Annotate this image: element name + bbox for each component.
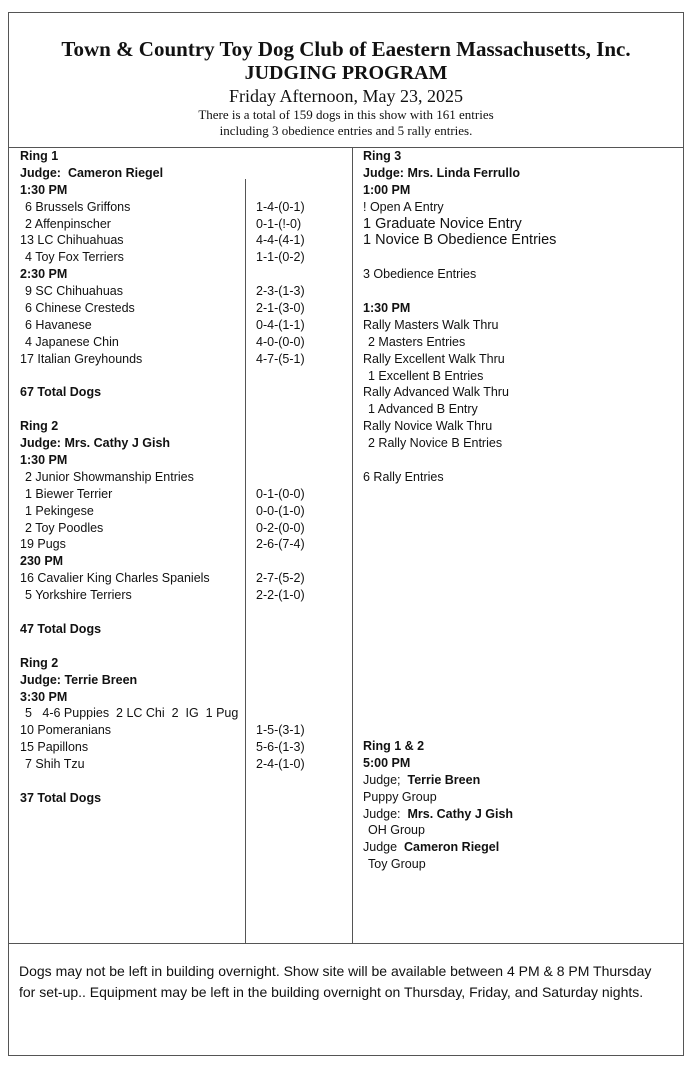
footer-divider — [9, 943, 683, 944]
time-slot: 1:30 PM — [20, 182, 68, 197]
breed-row — [20, 300, 345, 317]
judge-line: Judge: Mrs. Cathy J Gish — [20, 436, 171, 451]
judging-program-page — [8, 12, 684, 1056]
breed-name: 1 Pekingese — [25, 503, 94, 518]
breed-name: 13 LC Chihuahuas — [20, 233, 124, 248]
rally-walk-thru: Rally Masters Walk Thru — [363, 317, 499, 332]
ring-heading: Ring 2 — [20, 655, 59, 670]
breed-score: 2-2-(1-0) — [256, 588, 305, 603]
breed-row — [20, 334, 345, 351]
breed-row — [20, 199, 345, 216]
breed-row — [20, 232, 345, 249]
breed-score: 2-7-(5-2) — [256, 571, 305, 586]
judge-line: Judge: Mrs. Linda Ferrullo — [363, 165, 520, 180]
breed-name: 17 Italian Greyhounds — [20, 351, 143, 366]
breed-name: 1 Biewer Terrier — [25, 486, 113, 501]
breed-name: 6 Havanese — [25, 317, 92, 332]
puppies-row: 5 4-6 Puppies 2 LC Chi 2 IG 1 Pug — [25, 706, 239, 721]
rally-walk-thru: Rally Excellent Walk Thru — [363, 351, 505, 366]
breed-row — [20, 536, 345, 553]
breed-score: 2-1-(3-0) — [256, 301, 305, 316]
breed-name: 7 Shih Tzu — [25, 757, 85, 772]
group-judge-line: Judge Cameron Riegel — [363, 840, 500, 855]
breed-score: 0-4-(1-1) — [256, 317, 305, 332]
breed-name: 5 Yorkshire Terriers — [25, 588, 132, 603]
ring-heading: Ring 1 — [20, 149, 59, 163]
breed-score: 4-4-(4-1) — [256, 233, 305, 248]
group-judge-line: Judge; Terrie Breen — [363, 772, 481, 787]
breed-name: 2 Toy Poodles — [25, 520, 104, 535]
breed-name: 6 Brussels Griffons — [25, 199, 131, 214]
breed-name: 19 Pugs — [20, 537, 66, 552]
breed-name: 4 Toy Fox Terriers — [25, 250, 124, 265]
breed-row — [20, 587, 345, 604]
rally-total: 6 Rally Entries — [363, 469, 444, 484]
breed-row — [20, 722, 345, 739]
time-slot: 1:30 PM — [20, 453, 68, 468]
rally-entries: 1 Advanced B Entry — [368, 402, 478, 417]
obedience-entry: 1 Novice B Obedience Entries — [363, 232, 557, 249]
time-slot: 2:30 PM — [20, 267, 68, 282]
time-slot: 230 PM — [20, 554, 64, 569]
breed-score: 1-5-(3-1) — [256, 723, 305, 738]
ring-heading: Ring 1 & 2 — [363, 739, 425, 753]
breed-score: 0-0-(1-0) — [256, 503, 305, 518]
judge-line: Judge: Cameron Riegel — [20, 165, 164, 180]
rally-entries: 1 Excellent B Entries — [368, 368, 484, 383]
time-slot: 3:30 PM — [20, 689, 68, 704]
ring-total: 37 Total Dogs — [20, 790, 102, 805]
breed-score: 4-0-(0-0) — [256, 334, 305, 349]
ring-heading: Ring 2 — [20, 419, 59, 434]
time-slot: 5:00 PM — [363, 755, 411, 770]
judge-name: Cameron Riegel — [67, 165, 164, 180]
breed-name: 10 Pomeranians — [20, 723, 112, 738]
breed-score: 1-1-(0-2) — [256, 250, 305, 265]
rally-entries: 2 Masters Entries — [368, 334, 466, 349]
judge-name: Cameron Riegel — [404, 840, 500, 855]
group-name: Puppy Group — [363, 789, 437, 804]
time-slot: 1:00 PM — [363, 182, 411, 197]
breed-row — [20, 756, 345, 773]
club-title: Town & Country Toy Dog Club of Eaestern Massachusetts, Inc. — [61, 37, 631, 61]
entries-note-line-2: including 3 obedience entries and 5 rally entries. — [219, 123, 473, 138]
breed-row — [20, 520, 345, 537]
obedience-total: 3 Obedience Entries — [363, 267, 477, 282]
breed-row — [20, 486, 345, 503]
obedience-entry: ! Open A Entry — [363, 199, 444, 214]
breed-score: 2-3-(1-3) — [256, 284, 305, 299]
breed-name: 6 Chinese Cresteds — [25, 301, 135, 316]
breed-score: 2-6-(7-4) — [256, 537, 305, 552]
breed-name: 16 Cavalier King Charles Spaniels — [20, 571, 210, 586]
judge-name: Terrie Breen — [407, 772, 481, 787]
breed-row — [20, 216, 345, 233]
breed-row — [20, 570, 345, 587]
judge-line: Judge: Terrie Breen — [20, 672, 138, 687]
judge-name: Mrs. Cathy J Gish — [407, 806, 514, 821]
time-slot: 1:30 PM — [363, 301, 411, 316]
right-schedule-column — [363, 148, 673, 486]
ring-total: 47 Total Dogs — [20, 621, 102, 636]
breed-score: 0-2-(0-0) — [256, 520, 305, 535]
breed-score: 2-4-(1-0) — [256, 757, 305, 772]
breed-name: 4 Japanese Chin — [25, 334, 119, 349]
rally-walk-thru: Rally Novice Walk Thru — [363, 419, 493, 434]
breed-score: 5-6-(1-3) — [256, 740, 305, 755]
breed-name: 15 Papillons — [20, 740, 89, 755]
junior-showmanship-row: 2 Junior Showmanship Entries — [25, 469, 194, 484]
breed-row — [20, 739, 345, 756]
breed-row — [20, 283, 345, 300]
breed-row — [20, 351, 345, 368]
ring-heading: Ring 3 — [363, 149, 402, 163]
breed-name: 9 SC Chihuahuas — [25, 284, 123, 299]
group-name: Toy Group — [368, 857, 426, 872]
breed-score: 0-1-(!-0) — [256, 216, 302, 231]
breed-row — [20, 317, 345, 334]
rally-walk-thru: Rally Advanced Walk Thru — [363, 385, 509, 400]
breed-score: 0-1-(0-0) — [256, 486, 305, 501]
left-schedule-column — [20, 148, 345, 807]
obedience-entry: 1 Graduate Novice Entry — [363, 215, 522, 232]
breed-score: 1-4-(0-1) — [256, 199, 305, 214]
show-date: Friday Afternoon, May 23, 2025 — [229, 86, 463, 106]
breed-row — [20, 249, 345, 266]
group-name: OH Group — [368, 823, 425, 838]
group-judging-block — [363, 738, 673, 873]
footer-note: Dogs may not be left in building overnight. Show site will be available between 4 PM & 8 PM Thursday for set-up.. Equipment may be left in the building overnight on Thursday, Friday, and Saturday nights. — [19, 963, 652, 1000]
entries-note-line-1: There is a total of 159 dogs in this show with 161 entries — [198, 107, 494, 122]
breed-score: 4-7-(5-1) — [256, 351, 305, 366]
program-header — [9, 13, 683, 147]
program-subtitle: JUDGING PROGRAM — [244, 62, 448, 84]
breed-name: 2 Affenpinscher — [25, 216, 111, 231]
ring-total: 67 Total Dogs — [20, 385, 102, 400]
center-column-divider — [352, 147, 353, 943]
breed-row — [20, 503, 345, 520]
group-judge-line: Judge: Mrs. Cathy J Gish — [363, 806, 514, 821]
rally-entries: 2 Rally Novice B Entries — [368, 436, 503, 451]
